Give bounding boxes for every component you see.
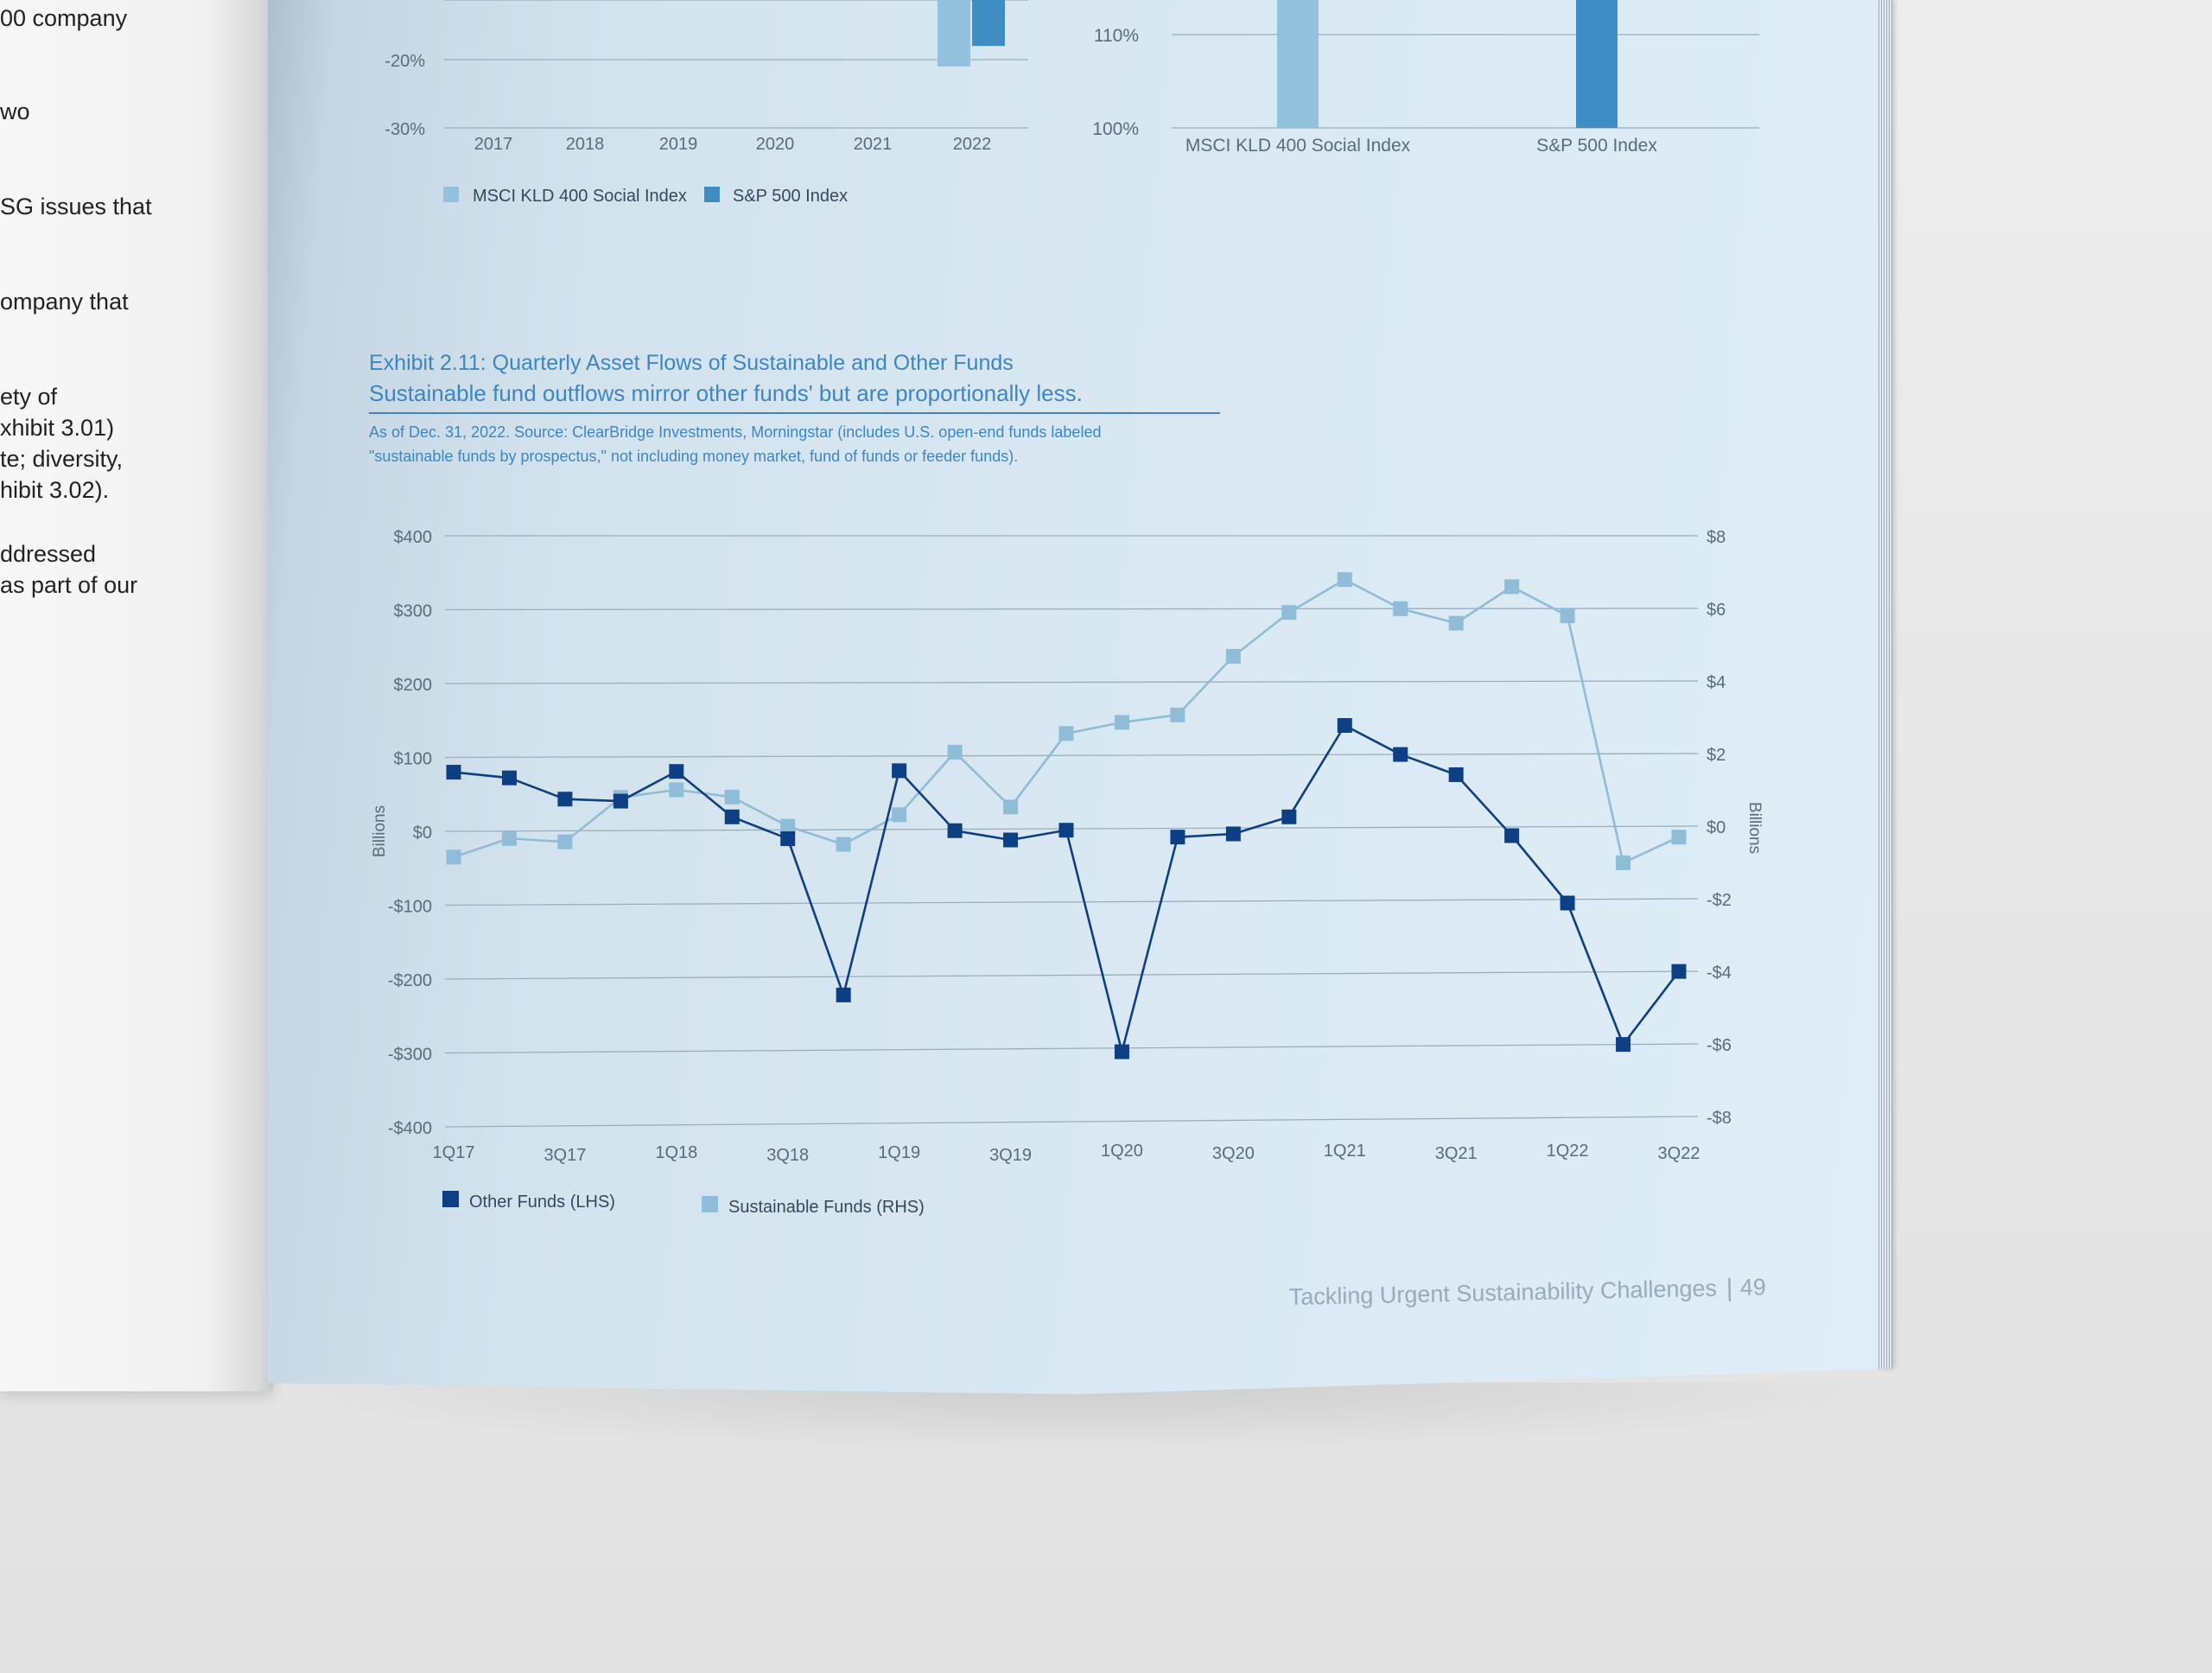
series-line bbox=[454, 725, 1679, 1052]
data-point bbox=[1616, 1037, 1630, 1052]
footer-running-title: Tackling Urgent Sustainability Challenges bbox=[1288, 1275, 1718, 1310]
bar bbox=[1576, 0, 1618, 128]
x-tick-label: S&P 500 Index bbox=[1536, 136, 1657, 156]
left-page-line: ety of bbox=[0, 384, 58, 410]
y-right-tick-label: $8 bbox=[1707, 528, 1726, 547]
data-point bbox=[1338, 572, 1352, 587]
top-left-chart bbox=[385, 0, 1028, 206]
y-left-tick-label: -$400 bbox=[387, 1119, 432, 1138]
y-left-tick-label: $300 bbox=[393, 601, 432, 621]
data-point bbox=[1338, 718, 1352, 733]
y-left-tick-label: $100 bbox=[393, 749, 432, 769]
exhibit-source-line-2: "sustainable funds by prospectus," not including money market, fund of funds or feeder funds). bbox=[369, 448, 1019, 465]
y-tick-label: 110% bbox=[1093, 26, 1139, 46]
y-right-tick-label: -$6 bbox=[1707, 1036, 1732, 1055]
data-point bbox=[1003, 799, 1018, 814]
data-point bbox=[892, 807, 906, 822]
gridline bbox=[445, 754, 1698, 758]
data-point bbox=[1003, 833, 1018, 848]
y-left-tick-label: $0 bbox=[412, 824, 432, 843]
data-point bbox=[948, 745, 963, 760]
left-page-line: te; diversity, bbox=[0, 446, 124, 472]
data-point bbox=[1393, 601, 1408, 616]
x-tick-label: 2018 bbox=[565, 135, 605, 154]
bar bbox=[1277, 0, 1319, 128]
exhibit-title: Exhibit 2.11: Quarterly Asset Flows of Sustainable and Other Funds bbox=[369, 351, 1014, 375]
legend-swatch bbox=[442, 1191, 459, 1207]
x-tick-label: 1Q19 bbox=[878, 1143, 921, 1162]
x-tick-label: 3Q17 bbox=[543, 1146, 587, 1165]
x-tick-label: MSCI KLD 400 Social Index bbox=[1185, 136, 1411, 156]
x-tick-label: 2022 bbox=[952, 135, 992, 154]
data-point bbox=[1226, 649, 1241, 664]
footer-separator: | bbox=[1726, 1274, 1733, 1302]
data-point bbox=[1281, 605, 1296, 620]
data-point bbox=[1059, 726, 1074, 741]
x-tick-label: 3Q21 bbox=[1434, 1144, 1478, 1163]
top-right-chart bbox=[1092, 0, 1759, 156]
gridline bbox=[445, 608, 1698, 610]
exhibit-subtitle: Sustainable fund outflows mirror other funds' but are proportionally less. bbox=[369, 380, 1083, 406]
legend-label: S&P 500 Index bbox=[733, 187, 849, 206]
data-point bbox=[1059, 823, 1074, 837]
left-page-line: xhibit 3.01) bbox=[0, 415, 115, 441]
data-point bbox=[892, 763, 906, 778]
y-left-tick-label: -$300 bbox=[387, 1045, 432, 1065]
y-right-tick-label: $2 bbox=[1707, 746, 1726, 765]
left-page-line: SG issues that bbox=[0, 194, 152, 219]
data-point bbox=[447, 849, 461, 864]
legend-swatch bbox=[704, 187, 720, 202]
data-point bbox=[725, 810, 740, 824]
data-point bbox=[780, 831, 795, 846]
bar bbox=[938, 0, 970, 67]
gridline bbox=[445, 1044, 1698, 1053]
y-left-tick-label: -$200 bbox=[387, 971, 432, 990]
data-point bbox=[447, 765, 461, 779]
gridline bbox=[445, 899, 1698, 906]
data-point bbox=[1560, 895, 1575, 910]
data-point bbox=[1281, 810, 1296, 824]
exhibit-source-line-1: As of Dec. 31, 2022. Source: ClearBridge Investments, Morningstar (includes U.S. open-end funds labeled bbox=[369, 423, 1102, 441]
main-chart bbox=[371, 528, 1764, 1217]
y-right-tick-label: $0 bbox=[1707, 818, 1726, 837]
left-page-line: 00 company bbox=[0, 5, 128, 31]
data-point bbox=[725, 790, 740, 805]
y-left-tick-label: $400 bbox=[393, 528, 432, 547]
left-page-line: hibit 3.02). bbox=[0, 477, 110, 503]
page-number: 49 bbox=[1739, 1274, 1767, 1301]
series-line bbox=[454, 580, 1679, 863]
y-tick-label: -20% bbox=[385, 52, 425, 71]
data-point bbox=[502, 831, 517, 846]
legend-swatch bbox=[443, 187, 459, 202]
left-page-line: wo bbox=[0, 99, 30, 124]
x-tick-label: 1Q22 bbox=[1546, 1142, 1589, 1161]
data-point bbox=[836, 837, 851, 852]
y-left-tick-label: -$100 bbox=[387, 897, 432, 917]
data-point bbox=[613, 794, 628, 809]
gridline bbox=[445, 681, 1698, 684]
legend-label: MSCI KLD 400 Social Index bbox=[473, 187, 687, 206]
data-point bbox=[948, 824, 963, 838]
y-left-axis-title: Billions bbox=[371, 805, 389, 858]
x-tick-label: 1Q18 bbox=[655, 1143, 698, 1162]
legend-label: Sustainable Funds (RHS) bbox=[728, 1198, 925, 1217]
data-point bbox=[1449, 767, 1464, 782]
y-right-tick-label: $6 bbox=[1707, 601, 1726, 620]
gridline bbox=[445, 1116, 1698, 1127]
data-point bbox=[836, 988, 851, 1002]
x-tick-label: 1Q21 bbox=[1323, 1142, 1366, 1161]
gridline bbox=[445, 971, 1698, 979]
y-right-tick-label: $4 bbox=[1707, 673, 1726, 692]
data-point bbox=[1393, 747, 1408, 762]
y-right-axis-title: Billions bbox=[1745, 801, 1764, 855]
data-point bbox=[1504, 579, 1519, 594]
x-tick-label: 3Q22 bbox=[1657, 1144, 1700, 1163]
data-point bbox=[557, 835, 572, 849]
data-point bbox=[1672, 830, 1687, 844]
exhibit-header bbox=[369, 351, 1220, 465]
y-right-tick-label: -$8 bbox=[1707, 1109, 1732, 1128]
data-point bbox=[1170, 708, 1185, 722]
data-point bbox=[1170, 830, 1185, 844]
x-tick-label: 2021 bbox=[853, 135, 893, 154]
y-tick-label: 100% bbox=[1092, 119, 1139, 139]
data-point bbox=[1226, 826, 1241, 841]
legend-label: Other Funds (LHS) bbox=[469, 1193, 615, 1212]
x-tick-label: 3Q18 bbox=[766, 1146, 810, 1165]
data-point bbox=[557, 792, 572, 806]
data-point bbox=[1115, 1045, 1129, 1059]
y-left-tick-label: $200 bbox=[393, 676, 432, 695]
data-point bbox=[1504, 828, 1519, 843]
left-page-line: ompany that bbox=[0, 289, 129, 315]
data-point bbox=[1449, 616, 1464, 631]
data-point bbox=[669, 783, 683, 798]
data-point bbox=[669, 764, 683, 779]
x-tick-label: 2020 bbox=[755, 135, 795, 154]
left-page-line: as part of our bbox=[0, 572, 138, 598]
footer bbox=[1288, 1274, 1766, 1310]
x-tick-label: 1Q17 bbox=[432, 1143, 475, 1162]
x-tick-label: 2017 bbox=[474, 135, 513, 154]
data-point bbox=[1560, 608, 1575, 623]
x-tick-label: 1Q20 bbox=[1100, 1142, 1143, 1161]
legend-swatch bbox=[702, 1196, 718, 1212]
x-tick-label: 3Q20 bbox=[1211, 1144, 1255, 1163]
data-point bbox=[1115, 715, 1129, 729]
y-tick-label: -30% bbox=[385, 120, 425, 139]
bar bbox=[972, 0, 1005, 46]
data-point bbox=[1616, 856, 1630, 870]
x-tick-label: 2019 bbox=[658, 135, 698, 154]
y-right-tick-label: -$2 bbox=[1707, 891, 1732, 910]
y-right-tick-label: -$4 bbox=[1707, 964, 1732, 983]
x-tick-label: 3Q19 bbox=[989, 1146, 1033, 1165]
left-page-line: ddressed bbox=[0, 541, 97, 567]
data-point bbox=[1672, 964, 1687, 979]
data-point bbox=[780, 819, 795, 834]
data-point bbox=[502, 771, 517, 786]
